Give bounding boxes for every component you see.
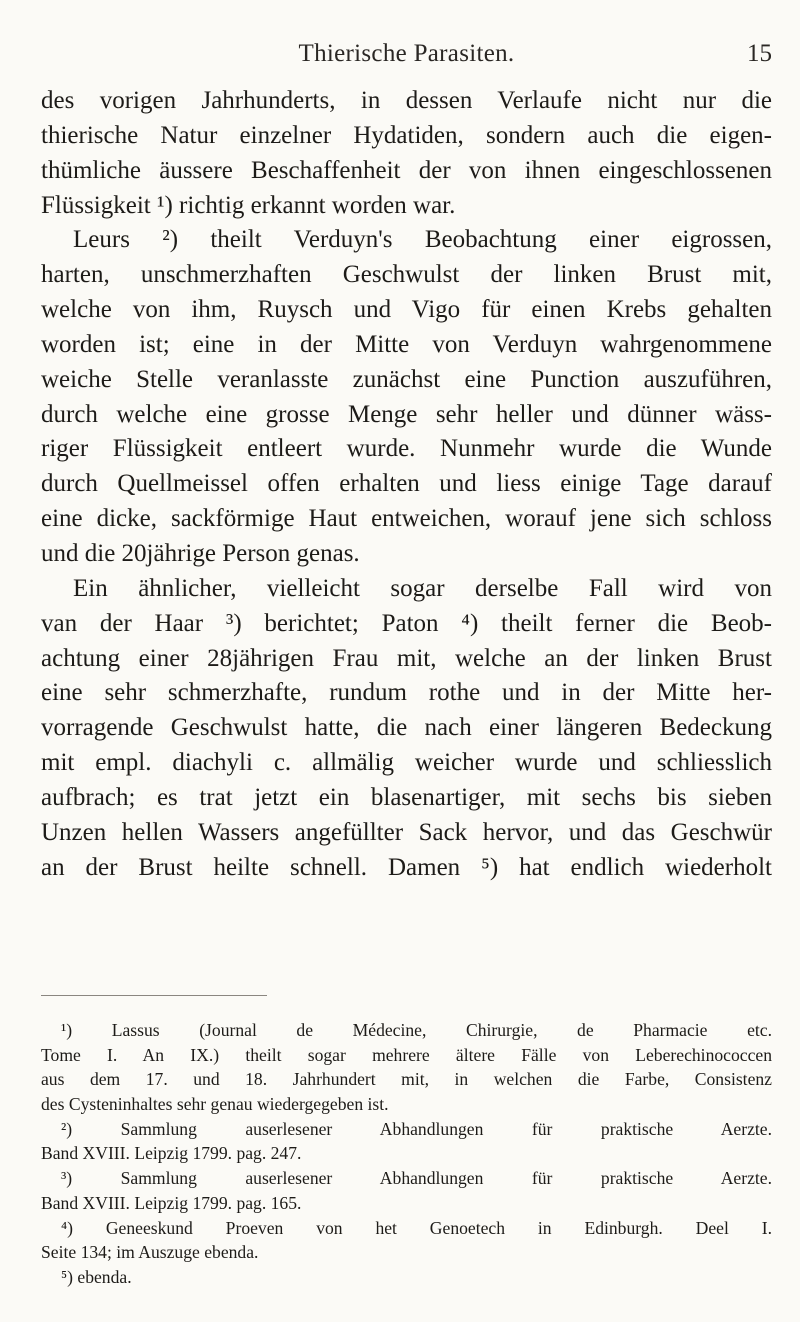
text-line: riger Flüssigkeit entleert wurde. Nunmehr wurde die Wunde [41, 435, 772, 463]
footnote-line: Tome I. An IX.) theilt sogar mehrere ältere Fälle von Leberechinococcen [41, 1044, 772, 1065]
text-line: an der Brust heilte schnell. Damen ⁵) hat endlich wiederholt [41, 853, 772, 881]
text-line: und die 20jährige Person genas. [41, 539, 360, 567]
footnote-line: ⁴) Geneeskund Proeven von het Genoetech in Edinburgh. Deel I. [61, 1217, 772, 1238]
text-line: Unzen hellen Wassers angefüllter Sack hervor, und das Geschwür [41, 818, 772, 846]
footnote-line: des Cysteninhaltes sehr genau wiedergegeben ist. [41, 1094, 389, 1115]
text-line: vorragende Geschwulst hatte, die nach einer längeren Bedeckung [41, 714, 772, 742]
footnote-line: ⁵) ebenda. [61, 1266, 132, 1287]
footnote-line: ¹) Lassus (Journal de Médecine, Chirurgie, de Pharmacie etc. [61, 1020, 772, 1040]
footnote-line: Seite 134; im Auszuge ebenda. [41, 1242, 259, 1263]
text-line: harten, unschmerzhaften Geschwulst der linken Brust mit, [41, 261, 772, 289]
footnotes [41, 1018, 772, 1290]
running-title: Thierische Parasiten. [298, 40, 515, 67]
text-line: welche von ihm, Ruysch und Vigo für einen Krebs gehalten [41, 296, 772, 324]
text-line: eine dicke, sackförmige Haut entweichen, worauf jene sich schloss [41, 505, 772, 533]
text-line: durch welche eine grosse Menge sehr heller und dünner wäss- [41, 400, 772, 428]
text-line: Leurs ²) theilt Verduyn's Beobachtung einer eigrossen, [73, 226, 772, 254]
running-head [41, 40, 772, 72]
text-line: eine sehr schmerzhafte, rundum rothe und in der Mitte her- [41, 679, 772, 707]
text-line: Ein ähnlicher, vielleicht sogar derselbe Fall wird von [73, 574, 772, 602]
footnote-divider [41, 995, 267, 996]
text-line: van der Haar ³) berichtet; Paton ⁴) theilt ferner die Beob- [41, 609, 772, 637]
text-line: mit empl. diachyli c. allmälig weicher wurde und schliesslich [41, 749, 772, 777]
text-line: weiche Stelle veranlasste zunächst eine Punction auszuführen, [41, 365, 772, 393]
text-line: achtung einer 28jährigen Frau mit, welche an der linken Brust [41, 644, 772, 672]
text-line: thierische Natur einzelner Hydatiden, sondern auch die eigen- [41, 121, 772, 149]
main-text [41, 84, 772, 885]
footnote-line: aus dem 17. und 18. Jahrhundert mit, in welchen die Farbe, Consistenz [41, 1069, 772, 1090]
footnote-line: Band XVIII. Leipzig 1799. pag. 165. [41, 1192, 302, 1213]
text-line: worden ist; eine in der Mitte von Verduyn wahrgenommene [41, 330, 772, 358]
text-line: des vorigen Jahrhunderts, in dessen Verlaufe nicht nur die [41, 87, 772, 114]
footnote-line: Band XVIII. Leipzig 1799. pag. 247. [41, 1143, 302, 1164]
footnote-line: ²) Sammlung auserlesener Abhandlungen für praktische Aerzte. [61, 1118, 772, 1139]
page-number: 15 [747, 40, 772, 67]
text-line: aufbrach; es trat jetzt ein blasenartiger, mit sechs bis sieben [41, 783, 772, 811]
text-line: Flüssigkeit ¹) richtig erkannt worden war. [41, 191, 456, 219]
footnote-line: ³) Sammlung auserlesener Abhandlungen für praktische Aerzte. [61, 1168, 772, 1189]
text-line: durch Quellmeissel offen erhalten und liess einige Tage darauf [41, 470, 772, 498]
text-line: thümliche äussere Beschaffenheit der von ihnen eingeschlossenen [41, 156, 772, 184]
